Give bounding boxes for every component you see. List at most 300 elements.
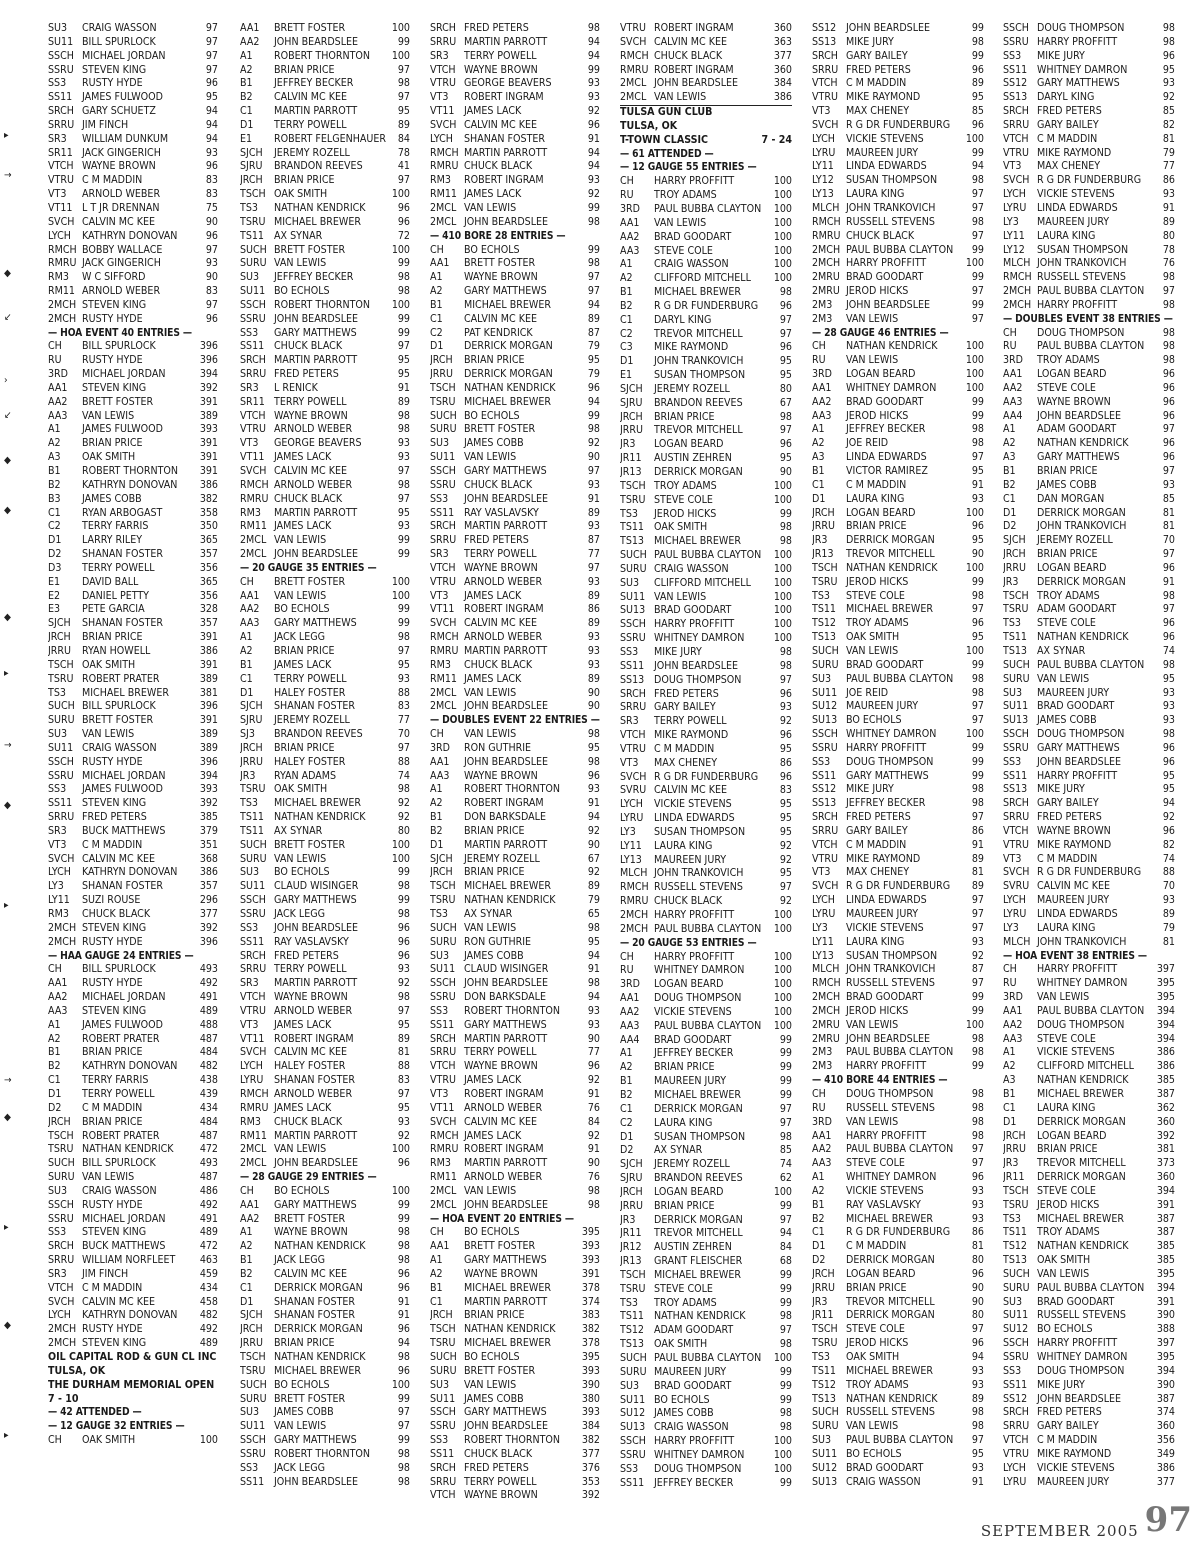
- shooter-name: HARRY PROFFITT: [654, 950, 735, 963]
- result-row: [620, 466, 792, 480]
- class-code: RMRU: [620, 895, 649, 908]
- shooter-name: RUSSELL STEVENS: [846, 215, 935, 228]
- score: 97: [971, 188, 984, 201]
- result-row: [240, 382, 410, 396]
- score: 387: [1156, 1087, 1175, 1100]
- result-row: [812, 756, 984, 770]
- class-code: JR3: [1003, 1157, 1019, 1170]
- class-code: 2MCH: [48, 298, 77, 311]
- score: 378: [581, 1281, 600, 1294]
- class-code: CH: [620, 175, 634, 188]
- class-code: A2: [48, 437, 61, 450]
- class-code: A3: [48, 451, 61, 464]
- class-code: SJRU: [620, 1172, 643, 1185]
- club-heading: TULSA, OK: [48, 1364, 106, 1377]
- result-row: [812, 991, 984, 1005]
- class-code: VTCH: [240, 991, 266, 1004]
- shooter-name: BRIAN PRICE: [464, 354, 525, 367]
- class-code: SU3: [240, 271, 260, 284]
- shooter-name: DOUG THOMPSON: [1037, 1364, 1125, 1377]
- result-row: [812, 1046, 984, 1060]
- result-row: [620, 951, 792, 965]
- score: 89: [971, 1392, 984, 1405]
- class-code: SS3: [48, 1226, 67, 1239]
- result-row: [48, 299, 218, 313]
- score: 98: [779, 535, 792, 548]
- result-row: [48, 1199, 218, 1213]
- score: 379: [199, 824, 218, 837]
- class-code: SU13: [620, 604, 646, 617]
- score: 487: [199, 1171, 218, 1184]
- score: 97: [971, 285, 984, 298]
- score: 95: [971, 1447, 984, 1460]
- class-code: 2MCL: [430, 700, 457, 713]
- shooter-name: HALEY FOSTER: [274, 1060, 346, 1073]
- result-row: [620, 383, 792, 397]
- shooter-name: VICTOR RAMIREZ: [846, 465, 928, 477]
- shooter-name: MAUREEN JURY: [654, 1365, 727, 1378]
- result-row: [1003, 1116, 1175, 1130]
- score: 397: [1156, 963, 1175, 976]
- shooter-name: PAUL BUBBA CLAYTON: [654, 202, 762, 215]
- class-code: SRCH: [812, 811, 838, 824]
- score: 98: [779, 659, 792, 672]
- result-row: [1003, 1476, 1175, 1490]
- class-code: JR3: [812, 534, 828, 547]
- score: 94: [587, 160, 600, 173]
- score: 394: [1156, 1018, 1175, 1031]
- class-code: SS11: [430, 506, 455, 519]
- shooter-name: MARTIN PARROTT: [464, 1157, 548, 1170]
- score: 77: [587, 548, 600, 561]
- result-row: [1003, 257, 1175, 271]
- result-row: [48, 1102, 218, 1116]
- score: 84: [587, 1115, 600, 1128]
- result-row: [430, 728, 600, 742]
- class-code: RMRU: [48, 257, 77, 270]
- score: 395: [581, 1226, 600, 1239]
- shooter-name: BRAD GOODART: [846, 395, 924, 408]
- result-row: [1003, 825, 1175, 839]
- shooter-name: NATHAN KENDRICK: [1037, 437, 1129, 450]
- shooter-name: GRANT FLEISCHER: [654, 1255, 743, 1268]
- class-code: AA3: [812, 409, 832, 422]
- shooter-name: BRIAN PRICE: [464, 866, 525, 879]
- score: 99: [397, 1434, 410, 1447]
- shooter-name: BRAD GOODART: [846, 1461, 924, 1474]
- result-row: [1003, 465, 1175, 479]
- score: 98: [971, 686, 984, 699]
- shooter-name: BRANDON REEVES: [274, 160, 363, 173]
- shooter-name: R G DR FUNDERBURG: [654, 299, 759, 312]
- result-row: [240, 451, 410, 465]
- class-code: SURU: [48, 714, 75, 727]
- shooter-name: VICKIE STEVENS: [654, 1005, 732, 1018]
- result-row: [1003, 423, 1175, 437]
- class-code: SS3: [812, 755, 831, 768]
- result-row: [1003, 451, 1175, 465]
- shooter-name: DERRICK MORGAN: [1037, 1171, 1126, 1184]
- class-code: SU3: [1003, 686, 1023, 699]
- class-code: SU3: [620, 576, 640, 589]
- shooter-name: TREVOR MITCHELL: [654, 1227, 743, 1240]
- class-code: B1: [620, 1075, 633, 1088]
- score: 91: [1162, 575, 1175, 588]
- shooter-name: JIM FINCH: [82, 1267, 129, 1280]
- class-code: A1: [620, 1047, 633, 1060]
- score: 93: [1162, 700, 1175, 713]
- result-row: [620, 1117, 792, 1131]
- shooter-name: NATHAN KENDRICK: [846, 1392, 938, 1405]
- class-code: SJCH: [620, 382, 643, 395]
- shooter-name: JAMES FULWOOD: [82, 1018, 164, 1031]
- class-code: B1: [240, 77, 253, 90]
- class-code: TSCH: [240, 188, 266, 201]
- result-row: [620, 992, 792, 1006]
- score: 74: [1162, 644, 1175, 657]
- class-code: SS11: [48, 91, 73, 104]
- result-row: [48, 548, 218, 562]
- class-code: TS11: [1003, 1226, 1027, 1239]
- score: 98: [971, 174, 984, 187]
- score: 99: [397, 257, 410, 270]
- result-row: [240, 1268, 410, 1282]
- score: 98: [1162, 298, 1175, 311]
- shooter-name: OAK SMITH: [82, 658, 136, 671]
- score: 98: [779, 1407, 792, 1420]
- shooter-name: MICHAEL JORDAN: [82, 991, 166, 1004]
- score: 94: [587, 35, 600, 48]
- score: 74: [1162, 852, 1175, 865]
- result-row: [620, 175, 792, 189]
- class-code: CH: [430, 243, 444, 256]
- score: 386: [199, 866, 218, 879]
- result-row: [1003, 742, 1175, 756]
- shooter-name: JOHN BEARDSLEE: [654, 659, 739, 672]
- result-row: [812, 908, 984, 922]
- score: 98: [779, 1130, 792, 1143]
- class-code: RM11: [430, 188, 457, 201]
- class-code: CH: [430, 1226, 444, 1239]
- result-row: [1003, 797, 1175, 811]
- shooter-name: PAUL BUBBA CLAYTON: [846, 1046, 954, 1059]
- margin-mark: ↙: [4, 312, 12, 323]
- class-code: A1: [240, 631, 253, 644]
- score: 382: [581, 1323, 600, 1336]
- class-code: D2: [620, 1144, 634, 1157]
- class-code: LYRU: [812, 146, 836, 159]
- score: 90: [587, 1157, 600, 1170]
- shooter-name: CHUCK BLACK: [464, 1447, 533, 1460]
- shooter-name: MICHAEL BREWER: [274, 215, 361, 228]
- class-code: SSCH: [240, 298, 266, 311]
- class-code: SRRU: [240, 368, 267, 381]
- score: 80: [779, 382, 792, 395]
- shooter-name: PAUL BUBBA CLAYTON: [846, 1143, 954, 1156]
- class-code: SJ3: [240, 728, 255, 741]
- shooter-name: HALEY FOSTER: [274, 755, 346, 768]
- shooter-name: BRETT FOSTER: [464, 1240, 536, 1253]
- score: 93: [587, 644, 600, 657]
- score: 92: [779, 853, 792, 866]
- shooter-name: RUSTY HYDE: [82, 935, 143, 948]
- result-row: [620, 1477, 792, 1491]
- shooter-name: SHANAN FOSTER: [274, 1074, 356, 1087]
- result-row: [1003, 770, 1175, 784]
- margin-mark: ▸: [4, 1430, 9, 1441]
- score: 98: [587, 755, 600, 768]
- class-code: JR3: [812, 1295, 828, 1308]
- class-code: CH: [48, 340, 62, 353]
- score: 96: [587, 118, 600, 131]
- shooter-name: JAMES FULWOOD: [82, 783, 164, 796]
- class-code: TS3: [620, 507, 638, 520]
- shooter-name: TERRY FARRIS: [82, 1074, 149, 1087]
- shooter-name: ROBERT PRATER: [82, 1129, 160, 1142]
- result-row: [48, 410, 218, 424]
- margin-mark: →: [4, 1075, 12, 1086]
- result-row: [240, 576, 410, 590]
- margin-mark: ◆: [4, 268, 11, 279]
- shooter-name: BO ECHOLS: [654, 1393, 710, 1406]
- result-row: [620, 1407, 792, 1421]
- shooter-name: PAUL BUBBA CLAYTON: [846, 672, 954, 685]
- score: 92: [397, 977, 410, 990]
- score: 96: [397, 1364, 410, 1377]
- result-row: [812, 423, 984, 437]
- class-code: VT11: [430, 603, 455, 616]
- score: 100: [965, 644, 984, 657]
- shooter-name: JOHN BEARDSLEE: [274, 548, 359, 561]
- result-row: [620, 729, 792, 743]
- shooter-name: STEVE COLE: [654, 493, 713, 506]
- score: 96: [1162, 631, 1175, 644]
- class-code: SSCH: [620, 618, 646, 631]
- shooter-name: LOGAN BEARD: [846, 1267, 916, 1280]
- shooter-name: JEFFREY BECKER: [654, 1476, 734, 1489]
- class-code: VTCH: [430, 561, 456, 574]
- class-code: LY11: [48, 894, 70, 907]
- score: 98: [779, 1310, 792, 1323]
- result-row: [240, 603, 410, 617]
- class-code: LYCH: [1003, 188, 1026, 201]
- event-heading: — 410 BORE 44 ENTRIES —: [812, 1075, 948, 1087]
- shooter-name: RAY VASLAVSKY: [464, 506, 539, 519]
- result-row: [812, 714, 984, 728]
- result-row: [812, 576, 984, 590]
- class-code: RMCH: [240, 478, 269, 491]
- class-code: RU: [1003, 340, 1017, 353]
- class-code: LYRU: [1003, 908, 1027, 920]
- score: 70: [397, 728, 410, 741]
- result-row: [240, 230, 410, 244]
- shooter-name: PAT KENDRICK: [464, 326, 533, 339]
- score: 97: [397, 465, 410, 477]
- result-row: [812, 1434, 984, 1448]
- class-code: TS13: [812, 631, 836, 644]
- result-row: [48, 866, 218, 880]
- shooter-name: LINDA EDWARDS: [1037, 908, 1118, 920]
- class-code: TSRU: [430, 894, 456, 907]
- class-code: SU11: [620, 590, 646, 603]
- shooter-name: JOHN BEARDSLEE: [464, 977, 549, 990]
- class-code: LYRU: [620, 812, 644, 825]
- score: 395: [1156, 991, 1175, 1004]
- shooter-name: C M MADDIN: [846, 77, 907, 90]
- result-row: [48, 687, 218, 701]
- result-row: [620, 798, 792, 812]
- result-row: [812, 894, 984, 908]
- result-row: [430, 1005, 600, 1019]
- score: 98: [587, 977, 600, 990]
- score: 99: [587, 63, 600, 76]
- result-row: [48, 894, 218, 908]
- class-code: AA1: [48, 381, 68, 394]
- class-code: RMCH: [430, 631, 459, 644]
- result-row: [240, 36, 410, 50]
- class-code: D1: [1003, 1115, 1017, 1128]
- class-code: TS11: [240, 811, 264, 824]
- shooter-name: CALVIN MC KEE: [82, 852, 155, 865]
- class-code: SSRU: [620, 1448, 646, 1461]
- shooter-name: JOHN BEARDSLEE: [464, 1198, 549, 1211]
- score: 98: [971, 783, 984, 796]
- shooter-name: DAVID BALL: [82, 575, 139, 588]
- result-row: [1003, 1379, 1175, 1393]
- score: 99: [971, 769, 984, 782]
- result-row: [812, 244, 984, 258]
- shooter-name: CALVIN MC KEE: [274, 1267, 347, 1280]
- class-code: CH: [812, 340, 826, 353]
- result-row: [240, 825, 410, 839]
- score: 99: [971, 243, 984, 256]
- class-code: RMCH: [240, 1087, 269, 1100]
- score: 85: [1162, 105, 1175, 118]
- class-code: SSCH: [48, 49, 74, 62]
- score: 386: [1156, 1046, 1175, 1059]
- class-code: SVCH: [620, 35, 647, 48]
- score: 93: [1162, 478, 1175, 491]
- result-row: [620, 22, 792, 36]
- result-row: [240, 839, 410, 853]
- class-code: TS11: [240, 824, 264, 837]
- class-code: JR11: [812, 1309, 834, 1322]
- result-row: [812, 1379, 984, 1393]
- score: 93: [971, 492, 984, 505]
- shooter-name: BRAD GOODART: [846, 991, 924, 1004]
- result-row: [1003, 1019, 1175, 1033]
- score: 98: [397, 1461, 410, 1474]
- score: 98: [397, 271, 410, 284]
- score: 93: [205, 257, 218, 270]
- result-row: [48, 1226, 218, 1240]
- score: 92: [1162, 91, 1175, 104]
- class-code: SSRU: [1003, 1351, 1029, 1363]
- class-code: A2: [1003, 1060, 1016, 1073]
- shooter-name: TROY ADAMS: [654, 189, 717, 202]
- score: 96: [587, 381, 600, 394]
- result-row: [48, 1240, 218, 1254]
- class-code: SU3: [812, 1434, 832, 1447]
- shooter-name: RUSSELL STEVENS: [846, 977, 935, 990]
- result-row: [430, 673, 600, 687]
- result-row: [240, 797, 410, 811]
- shooter-name: HALEY FOSTER: [274, 686, 346, 699]
- score: 99: [587, 201, 600, 214]
- result-row: [1003, 271, 1175, 285]
- class-code: VTCH: [1003, 1434, 1029, 1447]
- shooter-name: C M MADDIN: [846, 478, 907, 491]
- class-code: 2MCH: [1003, 298, 1032, 311]
- shooter-name: MAUREEN JURY: [654, 853, 727, 866]
- result-row: [620, 604, 792, 618]
- shooter-name: VAN LEWIS: [274, 1143, 327, 1156]
- result-row: [48, 576, 218, 590]
- margin-mark: →: [4, 170, 12, 181]
- shooter-name: MIKE RAYMOND: [846, 852, 921, 865]
- shooter-name: ROBERT FELGENHAUER: [274, 132, 387, 145]
- class-code: AA3: [812, 1157, 832, 1170]
- score: 374: [1156, 1406, 1175, 1419]
- class-code: JRCH: [812, 506, 835, 519]
- result-row: [430, 244, 600, 258]
- class-code: VTRU: [1003, 838, 1029, 851]
- class-code: A2: [430, 1267, 443, 1280]
- class-code: SJRU: [240, 160, 263, 173]
- shooter-name: TERRY POWELL: [464, 1475, 537, 1488]
- class-code: B3: [48, 492, 61, 505]
- result-row: [812, 797, 984, 811]
- result-row: [812, 1033, 984, 1047]
- shooter-name: NATHAN KENDRICK: [1037, 1074, 1129, 1087]
- score: 97: [587, 271, 600, 284]
- score: 99: [779, 1075, 792, 1088]
- shooter-name: BOBBY WALLACE: [82, 243, 163, 256]
- result-row: [1003, 1130, 1175, 1144]
- result-row: [48, 673, 218, 687]
- score: 90: [587, 686, 600, 699]
- class-code: SU3: [812, 672, 832, 685]
- shooter-name: JOHN BEARDSLEE: [464, 215, 549, 228]
- score: 97: [397, 741, 410, 754]
- shooter-name: CHUCK BLACK: [274, 1115, 343, 1128]
- class-code: SSCH: [430, 977, 456, 990]
- class-code: LYRU: [1003, 201, 1027, 214]
- shooter-name: R G DR FUNDERBURG: [846, 880, 951, 893]
- margin-mark: ◆: [4, 505, 11, 516]
- score: 93: [397, 437, 410, 450]
- score: 96: [779, 341, 792, 354]
- shooter-name: FRED PETERS: [654, 687, 719, 700]
- class-code: LYCH: [1003, 894, 1026, 907]
- class-code: MLCH: [1003, 257, 1031, 270]
- result-row: [240, 1379, 410, 1393]
- class-code: 2MRU: [812, 1018, 840, 1031]
- result-row: [1003, 1448, 1175, 1462]
- result-row: [48, 908, 218, 922]
- class-code: D2: [48, 1101, 62, 1114]
- class-code: SSCH: [240, 1434, 266, 1447]
- score: 78: [397, 146, 410, 159]
- result-row: [48, 1116, 218, 1130]
- class-code: TSCH: [240, 1351, 266, 1363]
- shooter-name: PAUL BUBBA CLAYTON: [1037, 340, 1145, 353]
- shooter-name: WHITNEY DAMRON: [654, 632, 745, 645]
- page-footer: [981, 1500, 1192, 1540]
- shooter-name: STEVE COLE: [846, 1157, 905, 1170]
- score: 99: [397, 326, 410, 339]
- shooter-name: R G DR FUNDERBURG: [846, 1226, 951, 1239]
